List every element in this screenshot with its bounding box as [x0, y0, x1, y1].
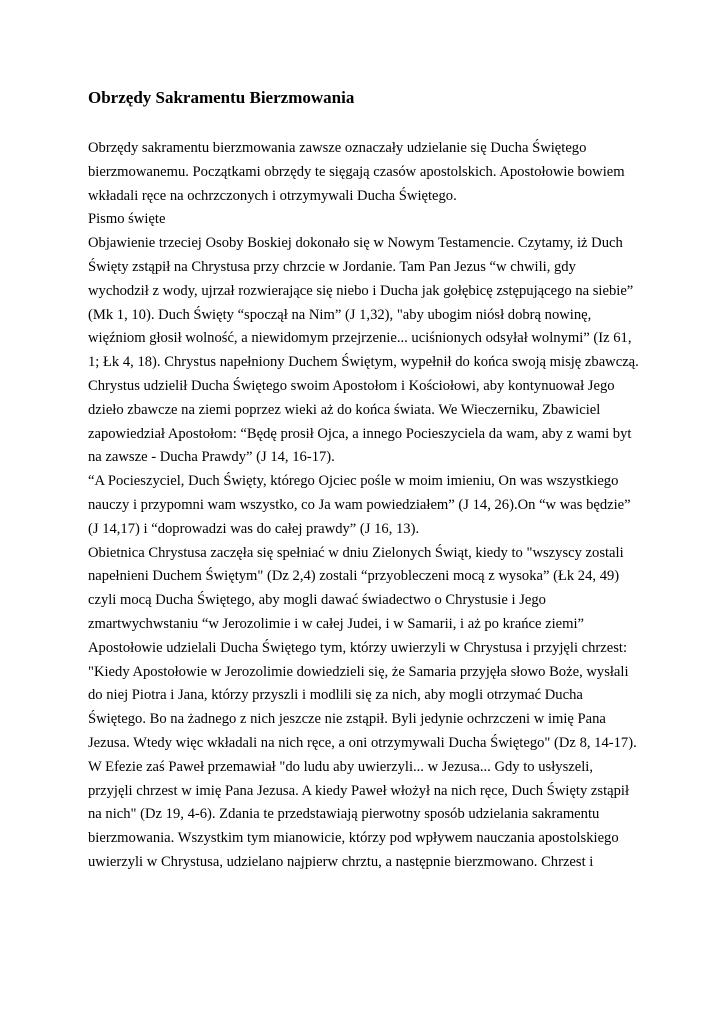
paragraph-line: Świętego. Bo na żadnego z nich jeszcze nie zstąpił. Byli jedynie ochrzczeni w imię Pana	[88, 711, 606, 728]
paragraph-line: napełnieni Duchem Świętym" (Dz 2,4) zostali “przyobleczeni mocą z wysoka” (Łk 24, 49)	[88, 568, 620, 585]
paragraph-line: bierzmowania. Wszystkim tym mianowicie, którzy pod wpływem nauczania apostolskiego	[88, 830, 619, 847]
paragraph-line: Obietnica Chrystusa zaczęła się spełniać w dniu Zielonych Świąt, kiedy to "wszyscy zostali	[88, 544, 624, 561]
paragraph-line: "Kiedy Apostołowie w Jerozolimie dowiedzieli się, że Samaria przyjęła słowo Boże, wysłali	[88, 663, 629, 680]
paragraph-line: uwierzyli w Chrystusa, udzielano najpierw chrztu, a następnie bierzmowano. Chrzest i	[88, 853, 594, 870]
paragraph-line: W Efezie zaś Paweł przemawiał "do ludu aby uwierzyli... w Jezusa... Gdy to usłyszeli,	[88, 758, 593, 775]
paragraph-line: wkładali ręce na ochrzczonych i otrzymywali Ducha Świętego.	[88, 187, 457, 204]
paragraph-line: 1; Łk 4, 18). Chrystus napełniony Duchem Świętym, wypełnił do końca swoją misję zbawczą.	[88, 354, 639, 371]
paragraph-line: dzieło zbawcze na ziemi poprzez wieki aż do końca świata. We Wieczerniku, Zbawiciel	[88, 401, 601, 418]
paragraph-line: Chrystus udzielił Ducha Świętego swoim Apostołom i Kościołowi, aby kontynuował Jego	[88, 377, 615, 394]
paragraph-line: Święty zstąpił na Chrystusa przy chrzcie w Jordanie. Tam Pan Jezus “w chwili, gdy	[88, 258, 576, 275]
paragraph-line: (Mk 1, 10). Duch Święty “spoczął na Nim” (J 1,32), "aby ubogim niósł dobrą nowinę,	[88, 306, 592, 323]
document-title: Obrzędy Sakramentu Bierzmowania	[88, 88, 355, 107]
paragraph-line: zmartwychwstaniu “w Jerozolimie i w całej Judei, i w Samarii, i aż po krańce ziemi”	[88, 615, 585, 632]
paragraph-line: Apostołowie udzielali Ducha Świętego tym, którzy uwierzyli w Chrystusa i przyjęli chrzest:	[88, 639, 628, 656]
paragraph-line: czyli mocą Ducha Świętego, aby mogli dawać świadectwo o Chrystusie i Jego	[88, 592, 546, 609]
paragraph-line: Obrzędy sakramentu bierzmowania zawsze oznaczały udzielanie się Ducha Świętego	[88, 140, 587, 156]
paragraph-line: “A Pocieszyciel, Duch Święty, którego Ojciec pośle w moim imieniu, On was wszystkiego	[88, 473, 619, 490]
paragraph-line: zapowiedział Apostołom: “Będę prosił Ojca, a innego Pocieszyciela da wam, aby z wami byt	[88, 425, 632, 442]
paragraph-line: Objawienie trzeciej Osoby Boskiej dokonało się w Nowym Testamencie. Czytamy, iż Duch	[88, 235, 623, 252]
paragraph-line: wychodził z wody, ujrzał rozwierające się niebo i Ducha jak gołębicę zstępującego na siebie”	[88, 282, 634, 299]
paragraph-line: do niej Piotra i Jana, którzy przyszli i modlili się za nich, aby mogli otrzymać Ducha	[88, 687, 583, 704]
paragraph-line: przyjęli chrzest w imię Pana Jezusa. A kiedy Paweł włożył na nich ręce, Duch Święty zstąpił	[88, 782, 630, 799]
paragraph-line: więźniom głosił wolność, a niewidomym przejrzenie... uciśnionych odsyłał wolnymi” (Iz 61,	[88, 330, 632, 347]
paragraph-line: bierzmowanemu. Początkami obrzędy te sięgają czasów apostolskich. Apostołowie bowiem	[88, 163, 625, 180]
paragraph-line: Pismo święte	[88, 211, 166, 228]
document-body	[88, 137, 688, 875]
paragraph-line: na zawsze - Ducha Prawdy” (J 14, 16-17).	[88, 449, 335, 466]
paragraph-line: Jezusa. Wtedy więc wkładali na nich ręce, a oni otrzymywali Ducha Świętego" (Dz 8, 14-17).	[88, 734, 637, 751]
paragraph-line: (J 14,17) i “doprowadzi was do całej prawdy” (J 16, 13).	[88, 520, 420, 537]
paragraph-line: na nich" (Dz 19, 4-6). Zdania te przedstawiają pierwotny sposób udzielania sakramentu	[88, 806, 600, 823]
paragraph-line: nauczy i przypomni wam wszystko, co Ja wam powiedziałem” (J 14, 26).On “w was będzie”	[88, 496, 631, 513]
